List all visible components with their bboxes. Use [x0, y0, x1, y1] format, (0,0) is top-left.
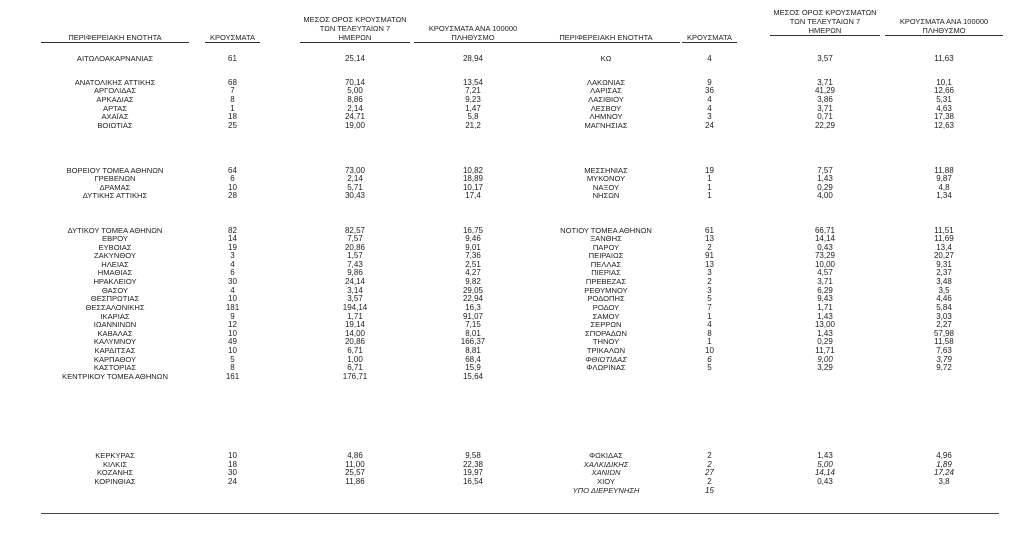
region-cell: ΛΗΜΝΟΥ — [589, 112, 623, 121]
region-cell: ΑΡΤΑΣ — [103, 104, 127, 113]
per100k-cell: 2,27 — [936, 320, 952, 329]
per100k-cell: 22,38 — [462, 460, 484, 469]
region-cell: ΠΕΛΛΑΣ — [590, 260, 622, 269]
per100k-cell: 13,4 — [936, 243, 952, 252]
region-cell: ΕΒΡΟΥ — [102, 234, 128, 243]
cases-cell: 2 — [707, 477, 712, 486]
avg-cell: 7,57 — [347, 234, 363, 243]
cases-cell: 7 — [707, 303, 712, 312]
per100k-cell: 9,87 — [936, 174, 952, 183]
cases-cell: 64 — [228, 166, 237, 175]
cases-cell: 91 — [705, 251, 714, 260]
per100k-cell: 4,8 — [938, 183, 950, 192]
per100k-cell: 9,82 — [465, 277, 481, 286]
cases-cell: 61 — [228, 54, 237, 63]
cases-cell: 8 — [230, 95, 235, 104]
cases-cell: 18 — [228, 112, 237, 121]
header-region: ΠΕΡΙΦΕΡΕΙΑΚΗ ΕΝΟΤΗΤΑ — [41, 33, 189, 43]
avg-cell: 6,71 — [347, 363, 363, 372]
region-cell: ΑΡΚΑΔΙΑΣ — [96, 95, 134, 104]
cases-cell: 4 — [230, 260, 235, 269]
region-cell: ΡΕΘΥΜΝΟΥ — [584, 286, 628, 295]
cases-cell: 3 — [707, 268, 712, 277]
per100k-cell: 17,24 — [933, 468, 955, 477]
cases-cell: 3 — [230, 251, 235, 260]
per100k-cell: 57,98 — [933, 329, 955, 338]
per100k-cell: 1,47 — [465, 104, 481, 113]
per100k-cell: 7,63 — [936, 346, 952, 355]
avg-cell: 0,29 — [817, 337, 833, 346]
per100k-cell: 15,9 — [465, 363, 481, 372]
region-cell: ΗΜΑΘΙΑΣ — [97, 268, 133, 277]
right-table-row — [0, 54, 1024, 63]
per100k-cell: 22,94 — [462, 294, 484, 303]
region-cell: ΑΡΓΟΛΙΔΑΣ — [93, 86, 137, 95]
cases-cell: 6 — [230, 174, 235, 183]
right-table-row — [0, 95, 1024, 104]
cases-cell: 13 — [705, 234, 714, 243]
right-table-row — [0, 174, 1024, 183]
per100k-cell: 28,94 — [462, 54, 484, 63]
per100k-cell: 3,5 — [938, 286, 950, 295]
region-cell: ΣΕΡΡΩΝ — [590, 320, 622, 329]
cases-cell: 9 — [707, 78, 712, 87]
right-table-row — [0, 86, 1024, 95]
avg-cell: 9,00 — [817, 355, 833, 364]
avg-cell: 4,57 — [817, 268, 833, 277]
header-per100k-line2-2: ΠΛΗΘΥΣΜΟ — [885, 26, 1003, 36]
cases-cell: 10 — [228, 346, 237, 355]
region-cell: ΓΡΕΒΕΝΩΝ — [94, 174, 136, 183]
cases-cell: 5 — [230, 355, 235, 364]
region-cell: ΙΚΑΡΙΑΣ — [100, 312, 130, 321]
per100k-cell: 16,3 — [465, 303, 481, 312]
right-table-row — [0, 451, 1024, 460]
avg-cell: 14,00 — [344, 329, 366, 338]
right-table-row — [0, 320, 1024, 329]
cases-cell: 61 — [705, 226, 714, 235]
per100k-cell: 11,51 — [934, 226, 954, 235]
cases-cell: 6 — [707, 355, 712, 364]
avg-cell: 3,57 — [817, 54, 833, 63]
per100k-cell: 12,63 — [933, 121, 955, 130]
right-table-row — [0, 346, 1024, 355]
avg-cell: 4,86 — [347, 451, 363, 460]
region-cell: ΜΑΓΝΗΣΙΑΣ — [584, 121, 628, 130]
region-cell: ΚΑΡΠΑΘΟΥ — [93, 355, 137, 364]
per100k-cell: 91,07 — [462, 312, 484, 321]
region-cell: ΚΑΒΑΛΑΣ — [97, 329, 133, 338]
avg-cell: 3,71 — [817, 78, 833, 87]
avg-cell: 1,00 — [347, 355, 363, 364]
avg-cell: 25,14 — [344, 54, 366, 63]
cases-cell: 2 — [707, 451, 712, 460]
region-cell: ΕΥΒΟΙΑΣ — [98, 243, 132, 252]
header-avg-line3: ΗΜΕΡΩΝ — [300, 33, 410, 43]
region-cell: ΒΟΙΩΤΙΑΣ — [97, 121, 133, 130]
region-cell: ΡΟΔΟΠΗΣ — [587, 294, 625, 303]
cases-cell: 6 — [230, 268, 235, 277]
region-cell: ΠΙΕΡΙΑΣ — [591, 268, 621, 277]
per100k-cell: 9,31 — [936, 260, 952, 269]
right-table-row — [0, 363, 1024, 372]
right-table-row — [0, 234, 1024, 243]
cases-cell: 30 — [228, 468, 237, 477]
region-cell: ΣΑΜΟΥ — [592, 312, 620, 321]
region-cell: ΔΡΑΜΑΣ — [99, 183, 131, 192]
per100k-cell: 16,75 — [462, 226, 484, 235]
avg-cell: 3,71 — [817, 277, 833, 286]
cases-cell: 1 — [230, 104, 235, 113]
header-avg-line1: ΜΕΣΟΣ ΟΡΟΣ ΚΡΟΥΣΜΑΤΩΝ — [303, 15, 407, 24]
per100k-cell: 3,79 — [936, 355, 952, 364]
avg-cell: 82,57 — [344, 226, 366, 235]
per100k-cell: 15,64 — [462, 372, 484, 381]
cases-cell: 10 — [228, 183, 237, 192]
per100k-cell: 20,27 — [933, 251, 955, 260]
avg-cell: 19,00 — [344, 121, 366, 130]
per100k-cell: 7,36 — [465, 251, 481, 260]
region-cell: ΧΙΟΥ — [597, 477, 615, 486]
avg-cell: 20,86 — [344, 337, 366, 346]
cases-cell: 1 — [707, 312, 712, 321]
region-cell: ΔΥΤΙΚΟΥ ΤΟΜΕΑ ΑΘΗΝΩΝ — [67, 226, 163, 235]
header-per100k-line1-2: ΚΡΟΥΣΜΑΤΑ ΑΝΑ 100000 — [899, 17, 989, 26]
avg-cell: 3,57 — [347, 294, 363, 303]
region-cell: ΑΧΑΪΑΣ — [101, 112, 129, 121]
per100k-cell: 9,46 — [465, 234, 481, 243]
cases-cell: 28 — [228, 191, 237, 200]
per100k-cell: 18,89 — [462, 174, 484, 183]
per100k-cell: 4,63 — [936, 104, 952, 113]
avg-cell: 0,29 — [817, 183, 833, 192]
per100k-cell: 2,51 — [465, 260, 481, 269]
cases-cell: 10 — [228, 451, 237, 460]
region-cell: ΚΑΣΤΟΡΙΑΣ — [93, 363, 137, 372]
cases-cell: 10 — [228, 294, 237, 303]
cases-cell: 4 — [230, 286, 235, 295]
region-cell: ΚΕΡΚΥΡΑΣ — [95, 451, 135, 460]
avg-cell: 5,71 — [347, 183, 363, 192]
cases-cell: 49 — [228, 337, 237, 346]
region-cell: ΠΑΡΟΥ — [592, 243, 620, 252]
header-avg-line3-2: ΗΜΕΡΩΝ — [770, 26, 880, 36]
cases-cell: 36 — [705, 86, 714, 95]
per100k-cell: 5,8 — [467, 112, 479, 121]
avg-cell: 0,43 — [817, 243, 833, 252]
region-cell: ΔΥΤΙΚΗΣ ΑΤΤΙΚΗΣ — [82, 191, 148, 200]
region-cell: ΞΑΝΘΗΣ — [590, 234, 622, 243]
per100k-cell: 1,89 — [936, 460, 952, 469]
region-cell: ΙΩΑΝΝΙΝΩΝ — [93, 320, 137, 329]
avg-cell: 24,14 — [344, 277, 366, 286]
per100k-cell: 11,63 — [934, 54, 954, 63]
avg-cell: 1,71 — [347, 312, 363, 321]
avg-cell: 7,57 — [817, 166, 833, 175]
cases-cell: 27 — [705, 468, 714, 477]
per100k-cell: 17,4 — [465, 191, 481, 200]
per100k-cell: 8,81 — [465, 346, 481, 355]
region-cell: ΗΛΕΙΑΣ — [101, 260, 129, 269]
right-table-row — [0, 277, 1024, 286]
cases-cell: 7 — [230, 86, 235, 95]
per100k-cell: 9,01 — [465, 243, 481, 252]
region-cell: ΦΛΩΡΙΝΑΣ — [586, 363, 626, 372]
region-cell: ΧΑΛΚΙΔΙΚΗΣ — [583, 460, 629, 469]
right-table-row — [0, 337, 1024, 346]
avg-cell: 20,86 — [344, 243, 366, 252]
per100k-cell: 4,27 — [465, 268, 481, 277]
region-cell: ΜΕΣΣΗΝΙΑΣ — [584, 166, 628, 175]
avg-cell: 66,71 — [814, 226, 836, 235]
per100k-cell: 10,17 — [462, 183, 484, 192]
avg-cell: 19,14 — [344, 320, 366, 329]
cases-cell: 18 — [228, 460, 237, 469]
header-per100k-line1: ΚΡΟΥΣΜΑΤΑ ΑΝΑ 100000 — [428, 24, 518, 33]
right-table-row — [0, 191, 1024, 200]
per100k-cell: 13,54 — [462, 78, 484, 87]
cases-cell: 5 — [707, 363, 712, 372]
left-table-row — [0, 372, 1024, 381]
avg-cell: 4,00 — [817, 191, 833, 200]
right-table-row — [0, 121, 1024, 130]
region-cell: ΚΟΖΑΝΗΣ — [96, 468, 134, 477]
region-cell: ΛΑΚΩΝΙΑΣ — [586, 78, 626, 87]
region-cell: ΑΝΑΤΟΛΙΚΗΣ ΑΤΤΙΚΗΣ — [74, 78, 156, 87]
region-cell: ΒΟΡΕΙΟΥ ΤΟΜΕΑ ΑΘΗΝΩΝ — [66, 166, 164, 175]
avg-cell: 73,00 — [344, 166, 366, 175]
right-table-row — [0, 251, 1024, 260]
cases-cell: 5 — [707, 294, 712, 303]
cases-cell: 8 — [230, 363, 235, 372]
header-per100k-line2: ΠΛΗΘΥΣΜΟ — [414, 33, 532, 43]
region-cell: ΚΑΡΔΙΤΣΑΣ — [94, 346, 136, 355]
region-cell: ΤΗΝΟΥ — [592, 337, 620, 346]
cases-cell: 2 — [707, 243, 712, 252]
avg-cell: 13,00 — [814, 320, 836, 329]
per100k-cell: 11,58 — [934, 337, 954, 346]
avg-cell: 0,43 — [817, 477, 833, 486]
cases-cell: 3 — [707, 286, 712, 295]
avg-cell: 5,00 — [817, 460, 833, 469]
avg-cell: 3,29 — [817, 363, 833, 372]
per100k-cell: 12,66 — [933, 86, 955, 95]
avg-cell: 73,29 — [814, 251, 836, 260]
avg-cell: 24,71 — [344, 112, 366, 121]
cases-cell: 30 — [228, 277, 237, 286]
per100k-cell: 9,58 — [465, 451, 481, 460]
per100k-cell: 68,4 — [465, 355, 481, 364]
per100k-cell: 7,15 — [465, 320, 481, 329]
avg-cell: 70,14 — [344, 78, 366, 87]
cases-cell: 10 — [228, 329, 237, 338]
avg-cell: 176,71 — [342, 372, 368, 381]
per100k-cell: 29,05 — [462, 286, 484, 295]
per100k-cell: 4,46 — [936, 294, 952, 303]
per100k-cell: 10,82 — [462, 166, 484, 175]
avg-cell: 9,86 — [347, 268, 363, 277]
avg-cell: 11,86 — [345, 477, 365, 486]
cases-cell: 12 — [228, 320, 237, 329]
region-cell: ΤΡΙΚΑΛΩΝ — [586, 346, 626, 355]
right-table-row — [0, 468, 1024, 477]
per100k-cell: 8,01 — [465, 329, 481, 338]
region-cell: ΚΙΛΚΙΣ — [102, 460, 128, 469]
cases-cell: 1 — [707, 191, 712, 200]
avg-cell: 8,86 — [347, 95, 363, 104]
region-cell: ΜΥΚΟΝΟΥ — [586, 174, 626, 183]
region-cell: ΚΟΡΙΝΘΙΑΣ — [94, 477, 136, 486]
region-cell: ΚΑΛΥΜΝΟΥ — [93, 337, 137, 346]
per100k-cell: 21,2 — [465, 121, 481, 130]
region-cell: ΛΑΡΙΣΑΣ — [590, 86, 622, 95]
cases-cell: 1 — [707, 183, 712, 192]
avg-cell: 11,71 — [815, 346, 835, 355]
region-cell: ΝΑΞΟΥ — [592, 183, 620, 192]
avg-cell: 10,00 — [814, 260, 836, 269]
cases-cell: 24 — [705, 121, 714, 130]
avg-cell: 14,14 — [814, 468, 836, 477]
per100k-cell: 5,84 — [936, 303, 952, 312]
header-region-2: ΠΕΡΙΦΕΡΕΙΑΚΗ ΕΝΟΤΗΤΑ — [532, 33, 680, 43]
region-cell: ΘΑΣΟΥ — [101, 286, 129, 295]
avg-cell: 1,43 — [817, 329, 833, 338]
per100k-cell: 3,8 — [938, 477, 950, 486]
avg-cell: 1,57 — [347, 251, 363, 260]
region-cell: ΛΕΣΒΟΥ — [590, 104, 622, 113]
per100k-cell: 9,23 — [465, 95, 481, 104]
cases-cell: 25 — [228, 121, 237, 130]
avg-cell: 1,43 — [817, 451, 833, 460]
header-avg-line2: ΤΩΝ ΤΕΛΕΥΤΑΙΩΝ 7 — [319, 24, 391, 33]
per100k-cell: 17,38 — [933, 112, 955, 121]
region-cell: ΘΕΣΣΑΛΟΝΙΚΗΣ — [85, 303, 145, 312]
avg-cell: 1,43 — [817, 312, 833, 321]
avg-cell: 30,43 — [344, 191, 366, 200]
avg-cell: 41,29 — [814, 86, 836, 95]
avg-cell: 22,29 — [814, 121, 836, 130]
region-cell: ΘΕΣΠΡΩΤΙΑΣ — [90, 294, 140, 303]
region-cell: ΚΕΝΤΡΙΚΟΥ ΤΟΜΕΑ ΑΘΗΝΩΝ — [62, 372, 168, 381]
region-cell: ΦΘΙΩΤΙΔΑΣ — [585, 355, 627, 364]
avg-cell: 3,71 — [817, 104, 833, 113]
avg-cell: 6,29 — [817, 286, 833, 295]
per100k-cell: 166,37 — [460, 337, 486, 346]
header-cases-2: ΚΡΟΥΣΜΑΤΑ — [682, 33, 737, 43]
right-table-row — [0, 477, 1024, 486]
region-cell: ΡΟΔΟΥ — [592, 303, 620, 312]
region-cell: ΛΑΣΙΘΙΟΥ — [588, 95, 624, 104]
cases-cell: 13 — [705, 260, 714, 269]
per100k-cell: 1,34 — [936, 191, 952, 200]
avg-cell: 9,43 — [817, 294, 833, 303]
per100k-cell: 2,37 — [936, 268, 952, 277]
region-cell: ΑΙΤΩΛΟΑΚΑΡΝΑΝΙΑΣ — [76, 54, 154, 63]
cases-cell: 8 — [707, 329, 712, 338]
cases-cell: 68 — [228, 78, 237, 87]
cases-cell: 1 — [707, 174, 712, 183]
per100k-cell: 5,31 — [936, 95, 952, 104]
cases-cell: 4 — [707, 320, 712, 329]
avg-cell: 6,71 — [347, 346, 363, 355]
cases-cell: 14 — [228, 234, 237, 243]
right-table-row — [0, 112, 1024, 121]
region-cell: ΧΑΝΙΩΝ — [591, 468, 621, 477]
cases-cell: 24 — [228, 477, 237, 486]
cases-cell: 2 — [707, 460, 712, 469]
avg-cell: 5,00 — [347, 86, 363, 95]
region-cell: ΥΠΟ ΔΙΕΡΕΥΝΗΣΗ — [572, 486, 640, 495]
right-table-row — [0, 294, 1024, 303]
per100k-cell: 16,54 — [462, 477, 484, 486]
cases-cell: 19 — [228, 243, 237, 252]
right-table-row — [0, 268, 1024, 277]
cases-cell: 1 — [707, 337, 712, 346]
cases-cell: 3 — [707, 112, 712, 121]
avg-cell: 3,86 — [817, 95, 833, 104]
per100k-cell: 7,21 — [465, 86, 481, 95]
cases-cell: 4 — [707, 54, 712, 63]
region-cell: ΝΗΣΩΝ — [592, 191, 620, 200]
cases-cell: 15 — [705, 486, 714, 495]
per100k-cell: 3,48 — [936, 277, 952, 286]
region-cell: ΣΠΟΡΑΔΩΝ — [585, 329, 627, 338]
cases-cell: 9 — [230, 312, 235, 321]
cases-cell: 4 — [707, 95, 712, 104]
avg-cell: 194,14 — [342, 303, 368, 312]
region-cell: ΠΡΕΒΕΖΑΣ — [585, 277, 627, 286]
cases-cell: 2 — [707, 277, 712, 286]
per100k-cell: 4,96 — [936, 451, 952, 460]
avg-cell: 1,71 — [817, 303, 833, 312]
avg-cell: 14,14 — [814, 234, 836, 243]
per100k-cell: 19,97 — [462, 468, 484, 477]
right-table-row — [0, 303, 1024, 312]
region-cell: ΚΩ — [600, 54, 612, 63]
header-cases: ΚΡΟΥΣΜΑΤΑ — [205, 33, 260, 43]
avg-cell: 11,00 — [345, 460, 365, 469]
avg-cell: 2,14 — [347, 104, 363, 113]
cases-cell: 19 — [705, 166, 714, 175]
per100k-cell: 9,72 — [936, 363, 952, 372]
region-cell: ΖΑΚΥΝΘΟΥ — [94, 251, 136, 260]
region-cell: ΗΡΑΚΛΕΙΟΥ — [93, 277, 137, 286]
bottom-rule — [41, 513, 999, 514]
cases-cell: 10 — [705, 346, 714, 355]
region-cell: ΝΟΤΙΟΥ ΤΟΜΕΑ ΑΘΗΝΩΝ — [560, 226, 652, 235]
avg-cell: 2,14 — [347, 174, 363, 183]
header-avg-line2-2: ΤΩΝ ΤΕΛΕΥΤΑΙΩΝ 7 — [789, 17, 861, 26]
avg-cell: 1,43 — [817, 174, 833, 183]
per100k-cell: 11,88 — [934, 166, 954, 175]
cases-cell: 82 — [228, 226, 237, 235]
right-table-row — [0, 486, 1024, 495]
header-avg-line1-2: ΜΕΣΟΣ ΟΡΟΣ ΚΡΟΥΣΜΑΤΩΝ — [773, 8, 877, 17]
per100k-cell: 11,69 — [934, 234, 954, 243]
per100k-cell: 3,03 — [936, 312, 952, 321]
avg-cell: 25,57 — [344, 468, 366, 477]
per100k-cell: 10,1 — [936, 78, 952, 87]
avg-cell: 7,43 — [347, 260, 363, 269]
region-cell: ΦΩΚΙΔΑΣ — [589, 451, 623, 460]
cases-cell: 161 — [225, 372, 240, 381]
avg-cell: 3,14 — [347, 286, 363, 295]
cases-cell: 181 — [225, 303, 240, 312]
region-cell: ΠΕΙΡΑΙΩΣ — [588, 251, 624, 260]
cases-cell: 4 — [707, 104, 712, 113]
avg-cell: 0,71 — [817, 112, 833, 121]
